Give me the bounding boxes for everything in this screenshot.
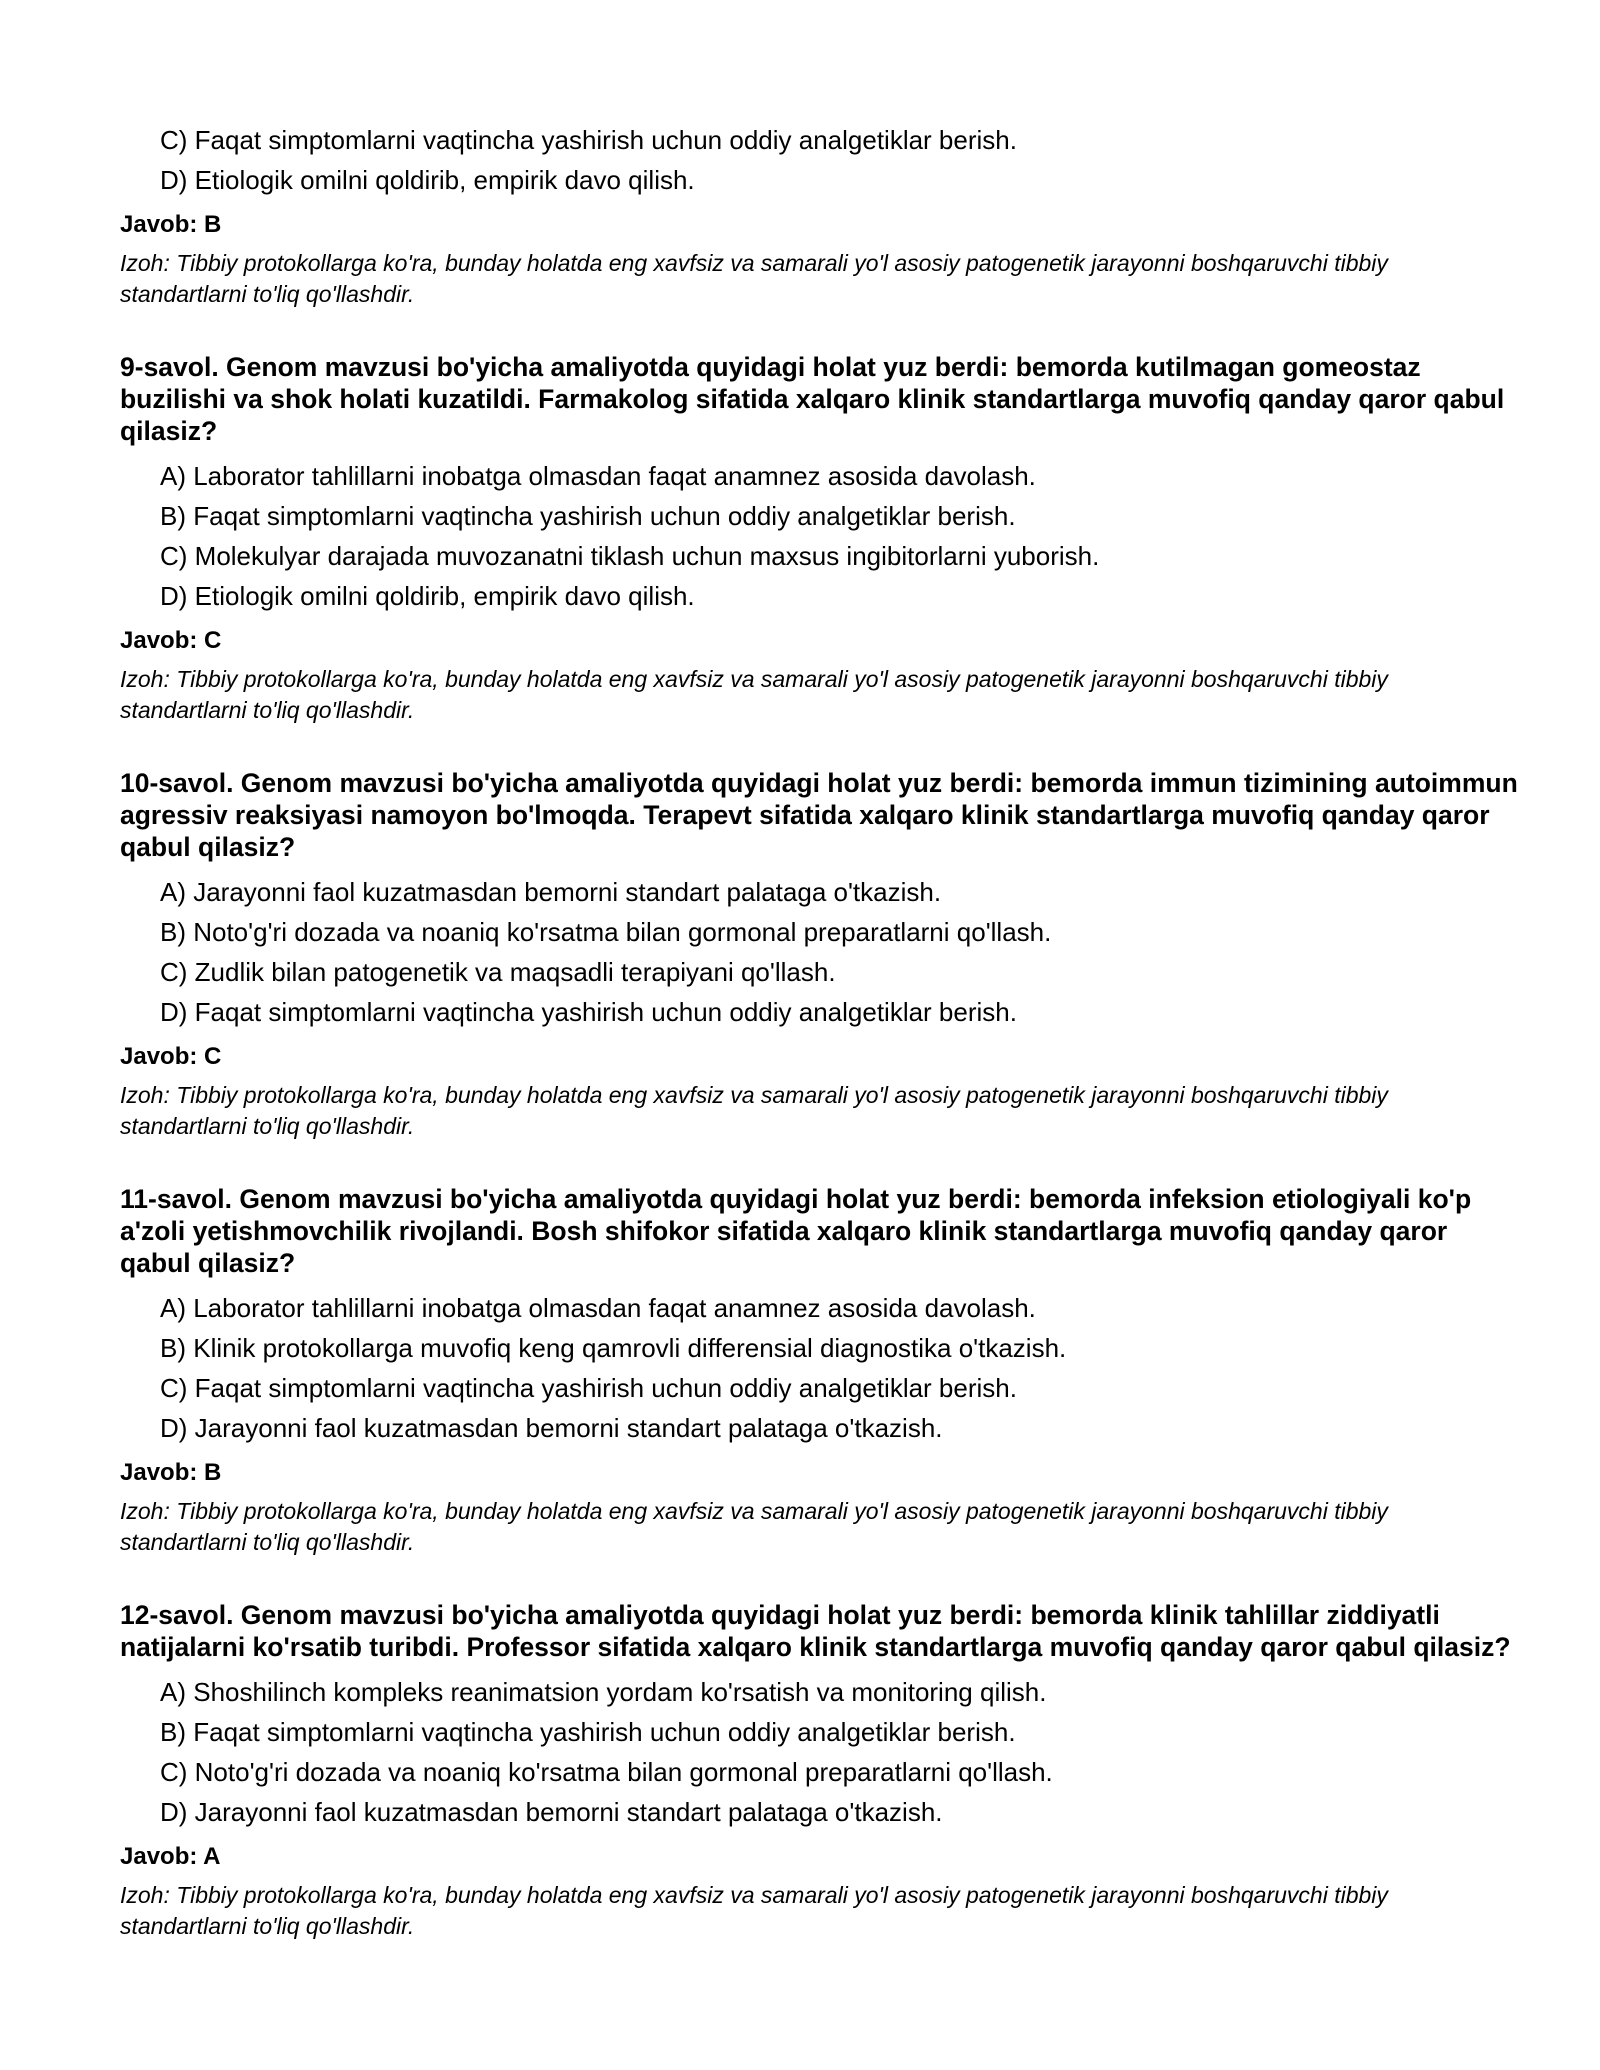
option-d: D) Jarayonni faol kuzatmasdan bemorni standart palataga o'tkazish. [160,1797,943,1827]
option-d: D) Faqat simptomlarni vaqtincha yashirish uchun oddiy analgetiklar berish. [160,997,1017,1027]
option-b: B) Klinik protokollarga muvofiq keng qamrovli differensial diagnostika o'tkazish. [160,1333,1067,1363]
options-list [120,120,1500,200]
question-10 [120,767,1518,1142]
answer-label: Javob: C [120,1043,222,1070]
question-11 [120,1183,1500,1558]
option-d: D) Etiologik omilni qoldirib, empirik davo qilish. [160,165,695,195]
option-c: C) Faqat simptomlarni vaqtincha yashirish uchun oddiy analgetiklar berish. [160,125,1017,155]
option-b: B) Faqat simptomlarni vaqtincha yashirish uchun oddiy analgetiklar berish. [160,1717,1016,1747]
option-c: C) Noto'g'ri dozada va noaniq ko'rsatma bilan gormonal preparatlarni qo'llash. [160,1757,1053,1787]
option-a: A) Laborator tahlillarni inobatga olmasdan faqat anamnez asosida davolash. [160,1293,1036,1323]
answer-label: Javob: C [120,627,222,654]
question-text: 11-savol. Genom mavzusi bo'yicha amaliyotda quyidagi holat yuz berdi: bemorda infeksion etiologiyali ko'p a'zoli yetishmovchilik rivojlandi. Bosh shifokor sifatida xalqaro klinik standartlarga muvofiq qanday qaror qabul qilasiz? [120,1184,1472,1278]
option-a: A) Shoshilinch kompleks reanimatsion yordam ko'rsatish va monitoring qilish. [160,1677,1047,1707]
question-8-continued [120,120,1500,310]
option-c: C) Molekulyar darajada muvozanatni tiklash uchun maxsus ingibitorlarni yuborish. [160,541,1100,571]
question-text: 9-savol. Genom mavzusi bo'yicha amaliyotda quyidagi holat yuz berdi: bemorda kutilmagan gomeostaz buzilishi va shok holati kuzatildi. Farmakolog sifatida xalqaro klinik standartlarga muvofiq qanday qaror qabul qilasiz? [120,352,1505,446]
option-c: C) Zudlik bilan patogenetik va maqsadli terapiyani qo'llash. [160,957,836,987]
option-d: D) Jarayonni faol kuzatmasdan bemorni standart palataga o'tkazish. [160,1413,943,1443]
explanation-note: Izoh: Tibbiy protokollarga ko'ra, bunday holatda eng xavfsiz va samarali yo'l asosiy patogenetik jarayonni boshqaruvchi tibbiy standartlarni to'liq qo'llashdir. [120,250,1388,307]
explanation-note: Izoh: Tibbiy protokollarga ko'ra, bunday holatda eng xavfsiz va samarali yo'l asosiy patogenetik jarayonni boshqaruvchi tibbiy standartlarni to'liq qo'llashdir. [120,1882,1388,1939]
explanation-note: Izoh: Tibbiy protokollarga ko'ra, bunday holatda eng xavfsiz va samarali yo'l asosiy patogenetik jarayonni boshqaruvchi tibbiy standartlarni to'liq qo'llashdir. [120,1498,1388,1555]
answer-label: Javob: B [120,211,222,238]
option-b: B) Faqat simptomlarni vaqtincha yashirish uchun oddiy analgetiklar berish. [160,501,1016,531]
option-a: A) Jarayonni faol kuzatmasdan bemorni standart palataga o'tkazish. [160,877,942,907]
question-12 [120,1599,1511,1942]
answer-label: Javob: B [120,1459,222,1486]
option-c: C) Faqat simptomlarni vaqtincha yashirish uchun oddiy analgetiklar berish. [160,1373,1017,1403]
options-list [120,456,1500,616]
question-9 [120,351,1505,726]
question-text: 12-savol. Genom mavzusi bo'yicha amaliyotda quyidagi holat yuz berdi: bemorda klinik tahlillar ziddiyatli natijalarni ko'rsatib turibdi. Professor sifatida xalqaro klinik standartlarga muvofiq qanday qaror qabul qilasiz? [120,1600,1511,1662]
explanation-note: Izoh: Tibbiy protokollarga ko'ra, bunday holatda eng xavfsiz va samarali yo'l asosiy patogenetik jarayonni boshqaruvchi tibbiy standartlarni to'liq qo'llashdir. [120,666,1388,723]
explanation-note: Izoh: Tibbiy protokollarga ko'ra, bunday holatda eng xavfsiz va samarali yo'l asosiy patogenetik jarayonni boshqaruvchi tibbiy standartlarni to'liq qo'llashdir. [120,1082,1388,1139]
answer-label: Javob: A [120,1843,221,1870]
option-b: B) Noto'g'ri dozada va noaniq ko'rsatma bilan gormonal preparatlarni qo'llash. [160,917,1052,947]
option-a: A) Laborator tahlillarni inobatga olmasdan faqat anamnez asosida davolash. [160,461,1036,491]
options-list [120,872,1500,1032]
question-text: 10-savol. Genom mavzusi bo'yicha amaliyotda quyidagi holat yuz berdi: bemorda immun tizimining autoimmun agressiv reaksiyasi namoyon bo'lmoqda. Terapevt sifatida xalqaro klinik standartlarga muvofiq qanday qaror qabul qilasiz? [120,768,1518,862]
option-d: D) Etiologik omilni qoldirib, empirik davo qilish. [160,581,695,611]
options-list [120,1672,1500,1832]
options-list [120,1288,1500,1448]
